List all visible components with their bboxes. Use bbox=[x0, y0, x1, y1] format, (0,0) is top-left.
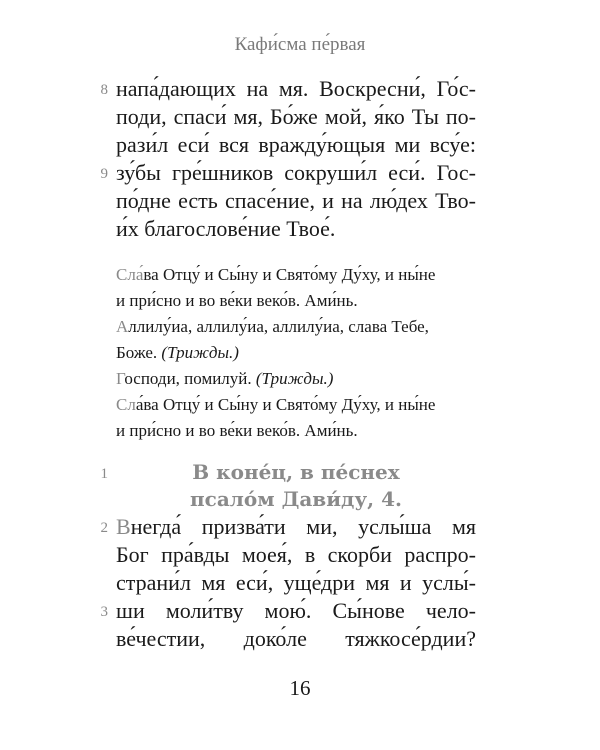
initial: Сла́ bbox=[116, 265, 144, 284]
doxology-line: и при́сно и во ве́ки веко́в. Ами́нь. bbox=[116, 421, 358, 440]
verse-number: 8 bbox=[100, 82, 108, 98]
doxology-text: ллилу́иа, аллилу́иа, аллилу́иа, слава Тебе, bbox=[128, 317, 429, 336]
text-line: рази́л еси́ вся вражду́ющыя ми всу́е: bbox=[116, 132, 476, 157]
text-line: страни́л мя еси́, уще́дри мя и услы́- bbox=[116, 570, 476, 595]
initial: В bbox=[116, 514, 131, 539]
text-line: и́х благослове́ние Твое́. bbox=[116, 216, 336, 241]
psalm-text: негда́ призва́ти ми, услы́ша мя bbox=[130, 514, 476, 539]
page-number: 16 bbox=[289, 676, 311, 700]
text-line: ши моли́тву мою́. Сы́нове чело- bbox=[116, 598, 476, 623]
running-head: Кафи́сма пе́рвая bbox=[234, 34, 366, 55]
text-line: поди, спаси́ мя, Бо́же мой, я́ко Ты по- bbox=[116, 104, 476, 129]
verse-number: 1 bbox=[100, 466, 108, 482]
doxology-line bbox=[116, 340, 476, 366]
text-line bbox=[116, 512, 476, 542]
text-line: Бог пра́вды моея́, в скорби распро- bbox=[116, 542, 476, 567]
doxology-line: и при́сно и во ве́ки веко́в. Ами́нь. bbox=[116, 291, 358, 310]
doxology-text: осподи, помилуй. bbox=[124, 369, 256, 388]
text-line: напа́дающих на мя. Воскресни́, Го́с- bbox=[116, 76, 476, 101]
text-line: по́дне есть спасе́ние, и на лю́дех Тво- bbox=[116, 188, 476, 213]
psalm-title: В коне́ц, в пе́снех bbox=[192, 460, 400, 484]
initial: А bbox=[116, 317, 129, 336]
doxology-text: ва Отцу́ и Сы́ну и Свято́му Ду́ху, и ны́не bbox=[143, 265, 436, 284]
doxology-line bbox=[116, 366, 476, 392]
text-line: ве́честии, доко́ле тяжкосе́рдии? bbox=[116, 626, 476, 651]
verse-number: 9 bbox=[100, 166, 108, 182]
initial: Г bbox=[116, 369, 125, 388]
psalm-title: псало́м Дави́ду, 4. bbox=[190, 487, 402, 511]
initial: Сл bbox=[116, 395, 136, 414]
rubric: (Трижды.) bbox=[161, 343, 239, 362]
doxology-text: Боже. bbox=[116, 343, 162, 362]
doxology-line bbox=[116, 262, 476, 288]
doxology-line bbox=[116, 314, 476, 340]
verse-number: 2 bbox=[100, 520, 108, 536]
rubric: (Трижды.) bbox=[255, 369, 334, 388]
verse-number: 3 bbox=[100, 604, 108, 620]
text-line: зу́бы гре́шников сокруши́л еси́. Гос- bbox=[116, 160, 476, 185]
doxology-line bbox=[116, 392, 476, 418]
doxology-text: а́ва Отцу́ и Сы́ну и Свято́му Ду́ху, и ны́не bbox=[135, 395, 436, 414]
